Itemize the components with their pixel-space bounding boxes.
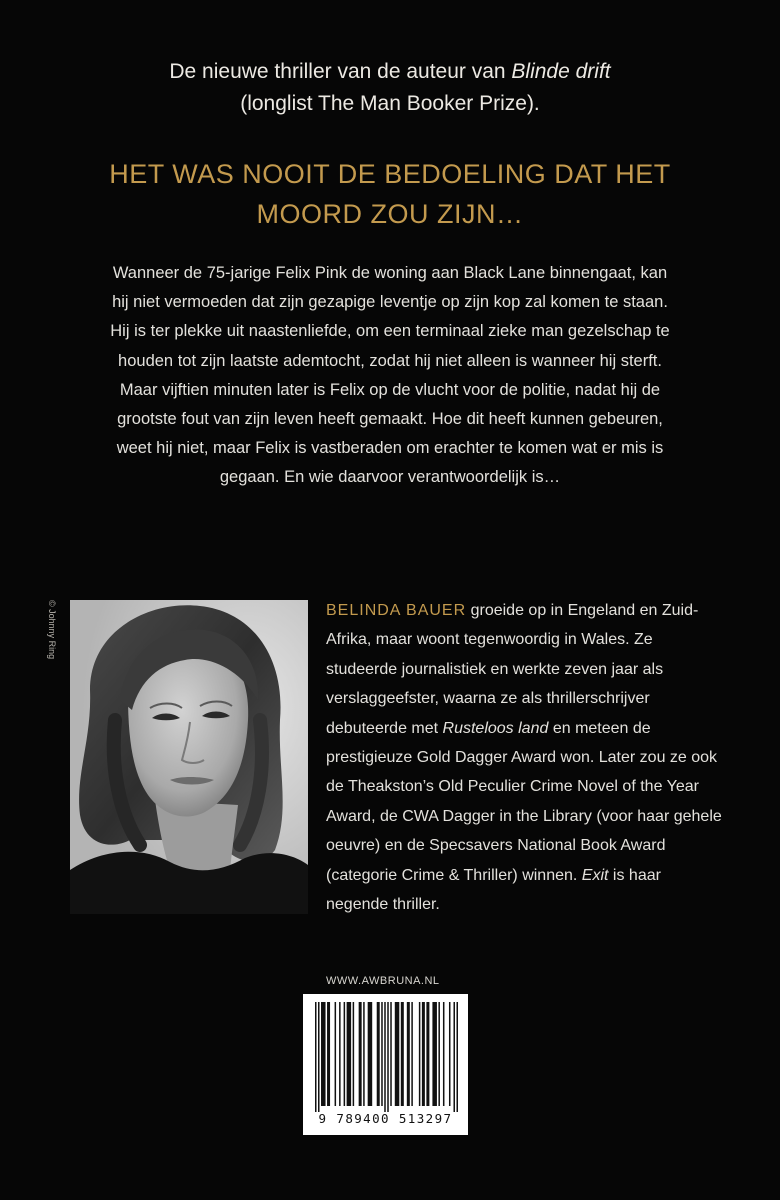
barcode-bar — [384, 1002, 386, 1112]
headline — [0, 154, 780, 234]
barcode-bar — [368, 1002, 373, 1106]
barcode — [303, 994, 468, 1135]
barcode-bar — [321, 1002, 326, 1106]
barcode-bar — [344, 1002, 346, 1106]
barcode-bar — [426, 1002, 429, 1106]
barcode-bar — [339, 1002, 341, 1106]
publisher-website: WWW.AWBRUNA.NL — [326, 975, 440, 987]
barcode-bar — [453, 1002, 455, 1112]
author-bio — [326, 596, 722, 919]
barcode-bar — [318, 1002, 320, 1112]
barcode-bar — [438, 1002, 440, 1106]
barcode-bar — [422, 1002, 425, 1106]
barcode-bar — [315, 1002, 317, 1112]
barcode-bar — [443, 1002, 445, 1106]
blurb — [110, 259, 670, 493]
bio-book-title-1: Rusteloos land — [442, 719, 549, 737]
barcode-bar — [407, 1002, 410, 1106]
blurb-paragraph-1: Wanneer de 75-jarige Felix Pink de woning aan Black Lane binnengaat, kan hij niet vermoeden dat zijn gezapige leventje op zijn kop zal komen te staan. Hij is ter plekke uit naastenliefde, om een terminaal zieke man gezelschap te houden tot zijn laatste ademtocht, zodat hij niet alleen is wanneer hij sterft. — [110, 264, 670, 370]
bio-text-a: groeide op in Engeland en Zuid-Afrika, maar woont tegenwoordig in Wales. Ze studeerde journalistiek en werkte zeven jaar als verslaggeefster, waarna ze als thrillerschrijver debuteerde met — [326, 602, 699, 737]
headline-line2: MOORD ZOU ZIJN… — [256, 199, 524, 229]
tagline-line1: De nieuwe thriller van de auteur van — [169, 60, 512, 83]
bio-text-c: is haar negende thriller. — [326, 866, 661, 914]
barcode-bar — [449, 1002, 451, 1106]
barcode-bar — [387, 1002, 389, 1112]
barcode-bar — [401, 1002, 404, 1106]
tagline — [0, 56, 780, 120]
barcode-bar — [335, 1002, 337, 1106]
tagline-line2: (longlist The Man Booker Prize). — [240, 92, 540, 115]
author-name: BELINDA BAUER — [326, 602, 467, 619]
barcode-bar — [395, 1002, 400, 1106]
headline-line1: HET WAS NOOIT DE BEDOELING DAT HET — [109, 159, 671, 189]
barcode-bar — [353, 1002, 355, 1106]
barcode-bar — [377, 1002, 380, 1106]
barcode-bar — [347, 1002, 352, 1106]
bio-text-b: en meteen de prestigieuze Gold Dagger Award won. Later zou ze ook de Theakston’s Old Peculier Crime Novel of the Year Award, de CWA Dagger in the Library (voor haar gehele oeuvre) en de Specsavers National Book Award (categorie Crime & Thriller) winnen. — [326, 719, 722, 884]
barcode-bar — [411, 1002, 413, 1106]
author-photo — [70, 600, 308, 914]
barcode-bar — [381, 1002, 383, 1106]
tagline-book-title: Blinde drift — [511, 60, 611, 83]
photo-credit: © Johnny Ring — [47, 600, 57, 660]
barcode-bar — [363, 1002, 365, 1106]
barcode-bar — [432, 1002, 437, 1106]
barcode-bar — [390, 1002, 392, 1106]
blurb-paragraph-2: Maar vijftien minuten later is Felix op de vlucht voor de politie, nadat hij de grootste fout van zijn leven heeft gemaakt. Hoe dit heeft kunnen gebeuren, weet hij niet, maar Felix is vastberaden om erachter te komen wat er mis is gegaan. En wie daarvoor verantwoordelijk is… — [116, 380, 664, 487]
barcode-bar — [327, 1002, 330, 1106]
barcode-bar — [419, 1002, 421, 1106]
author-portrait-illustration — [70, 600, 308, 914]
barcode-bar — [359, 1002, 362, 1106]
barcode-bar — [456, 1002, 458, 1112]
bio-book-title-2: Exit — [581, 866, 609, 884]
isbn-number: 9 789400 513297 — [318, 1111, 453, 1126]
